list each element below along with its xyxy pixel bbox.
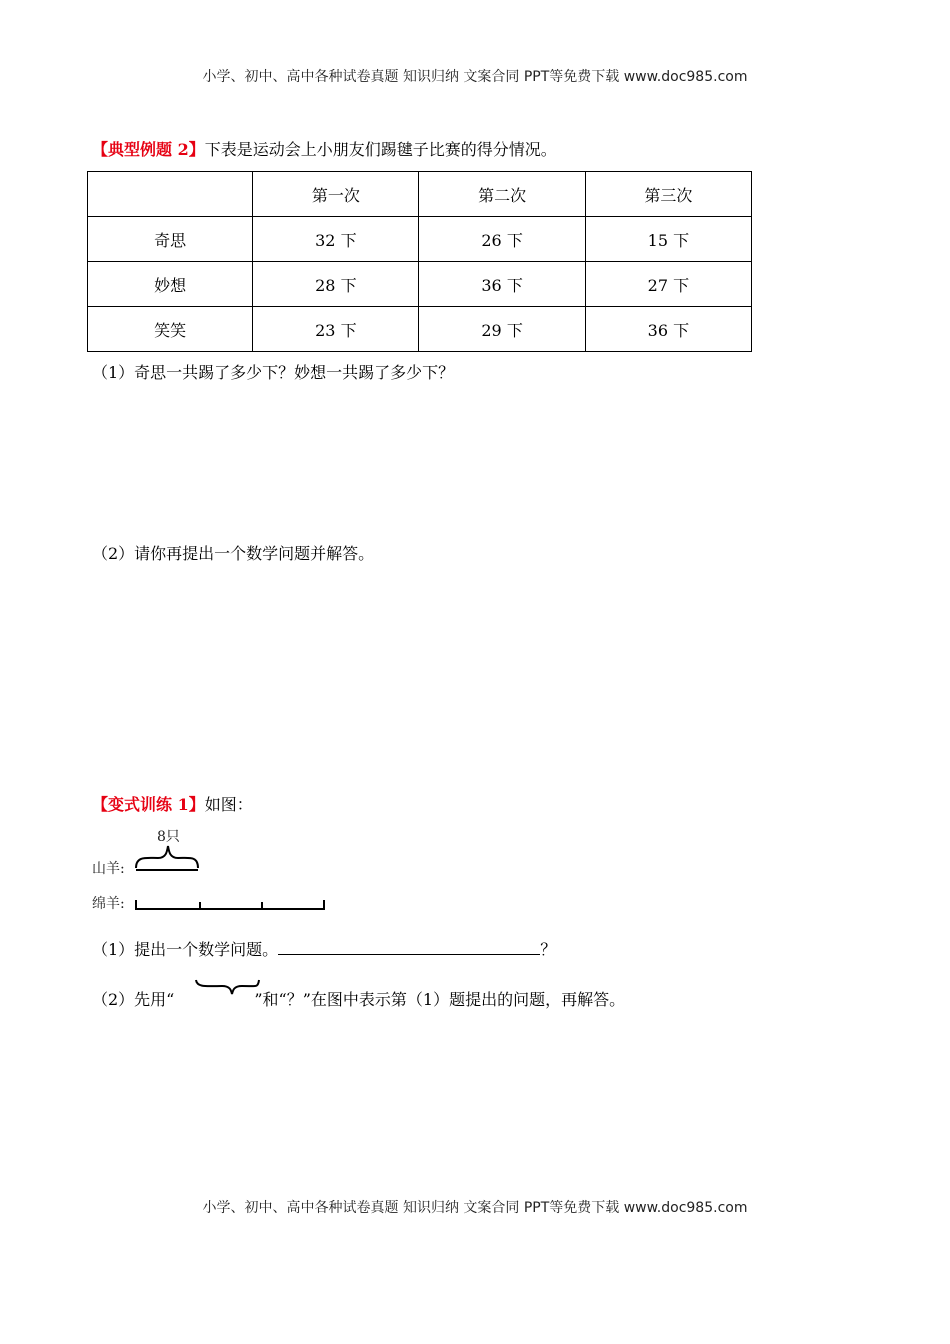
example-intro: 下表是运动会上小朋友们踢毽子比赛的得分情况。	[204, 140, 557, 159]
table-header-cell: 第二次	[419, 172, 585, 217]
example-tag: 【典型例题 2】	[92, 140, 205, 159]
table-cell: 29 下	[419, 307, 585, 352]
variant-q1-suffix: ？	[540, 940, 557, 959]
table-cell: 28 下	[253, 262, 419, 307]
variant-q2-text-b: ”和“？”在图中表示第（1）题提出的问题，再解答。	[254, 990, 626, 1009]
table-cell: 36 下	[585, 307, 751, 352]
table-cell: 26 下	[419, 217, 585, 262]
variant-intro: 如图：	[204, 795, 253, 814]
example-question-1: （1）奇思一共踢了多少下？妙想一共踢了多少下？	[92, 363, 455, 382]
count-label: 8只	[157, 829, 180, 845]
table-header-cell: 第一次	[253, 172, 419, 217]
table-cell: 23 下	[253, 307, 419, 352]
variant-q1-text: （1）提出一个数学问题。	[92, 940, 279, 959]
variant-question-2	[92, 987, 625, 1010]
variant-q2-text-a: （2）先用“	[92, 990, 175, 1009]
answer-blank[interactable]	[278, 938, 540, 955]
goat-brace	[136, 846, 198, 868]
table-cell: 27 下	[585, 262, 751, 307]
table-cell: 15 下	[585, 217, 751, 262]
table-cell: 奇思	[88, 217, 253, 262]
table-cell: 笑笑	[88, 307, 253, 352]
goat-label: 山羊:	[92, 861, 125, 877]
example-question-2: （2）请你再提出一个数学问题并解答。	[92, 544, 375, 563]
table-cell: 36 下	[419, 262, 585, 307]
sheep-label: 绵羊:	[92, 896, 125, 912]
table-cell: 妙想	[88, 262, 253, 307]
page-footer: 小学、初中、高中各种试卷真题 知识归纳 文案合同 PPT等免费下载 www.doc985.com	[202, 1200, 748, 1216]
variant-question-1	[92, 937, 556, 960]
table-header-cell: 第三次	[585, 172, 751, 217]
table-cell: 32 下	[253, 217, 419, 262]
variant-tag: 【变式训练 1】	[92, 795, 205, 814]
page-header: 小学、初中、高中各种试卷真题 知识归纳 文案合同 PPT等免费下载 www.doc985.com	[202, 69, 748, 85]
